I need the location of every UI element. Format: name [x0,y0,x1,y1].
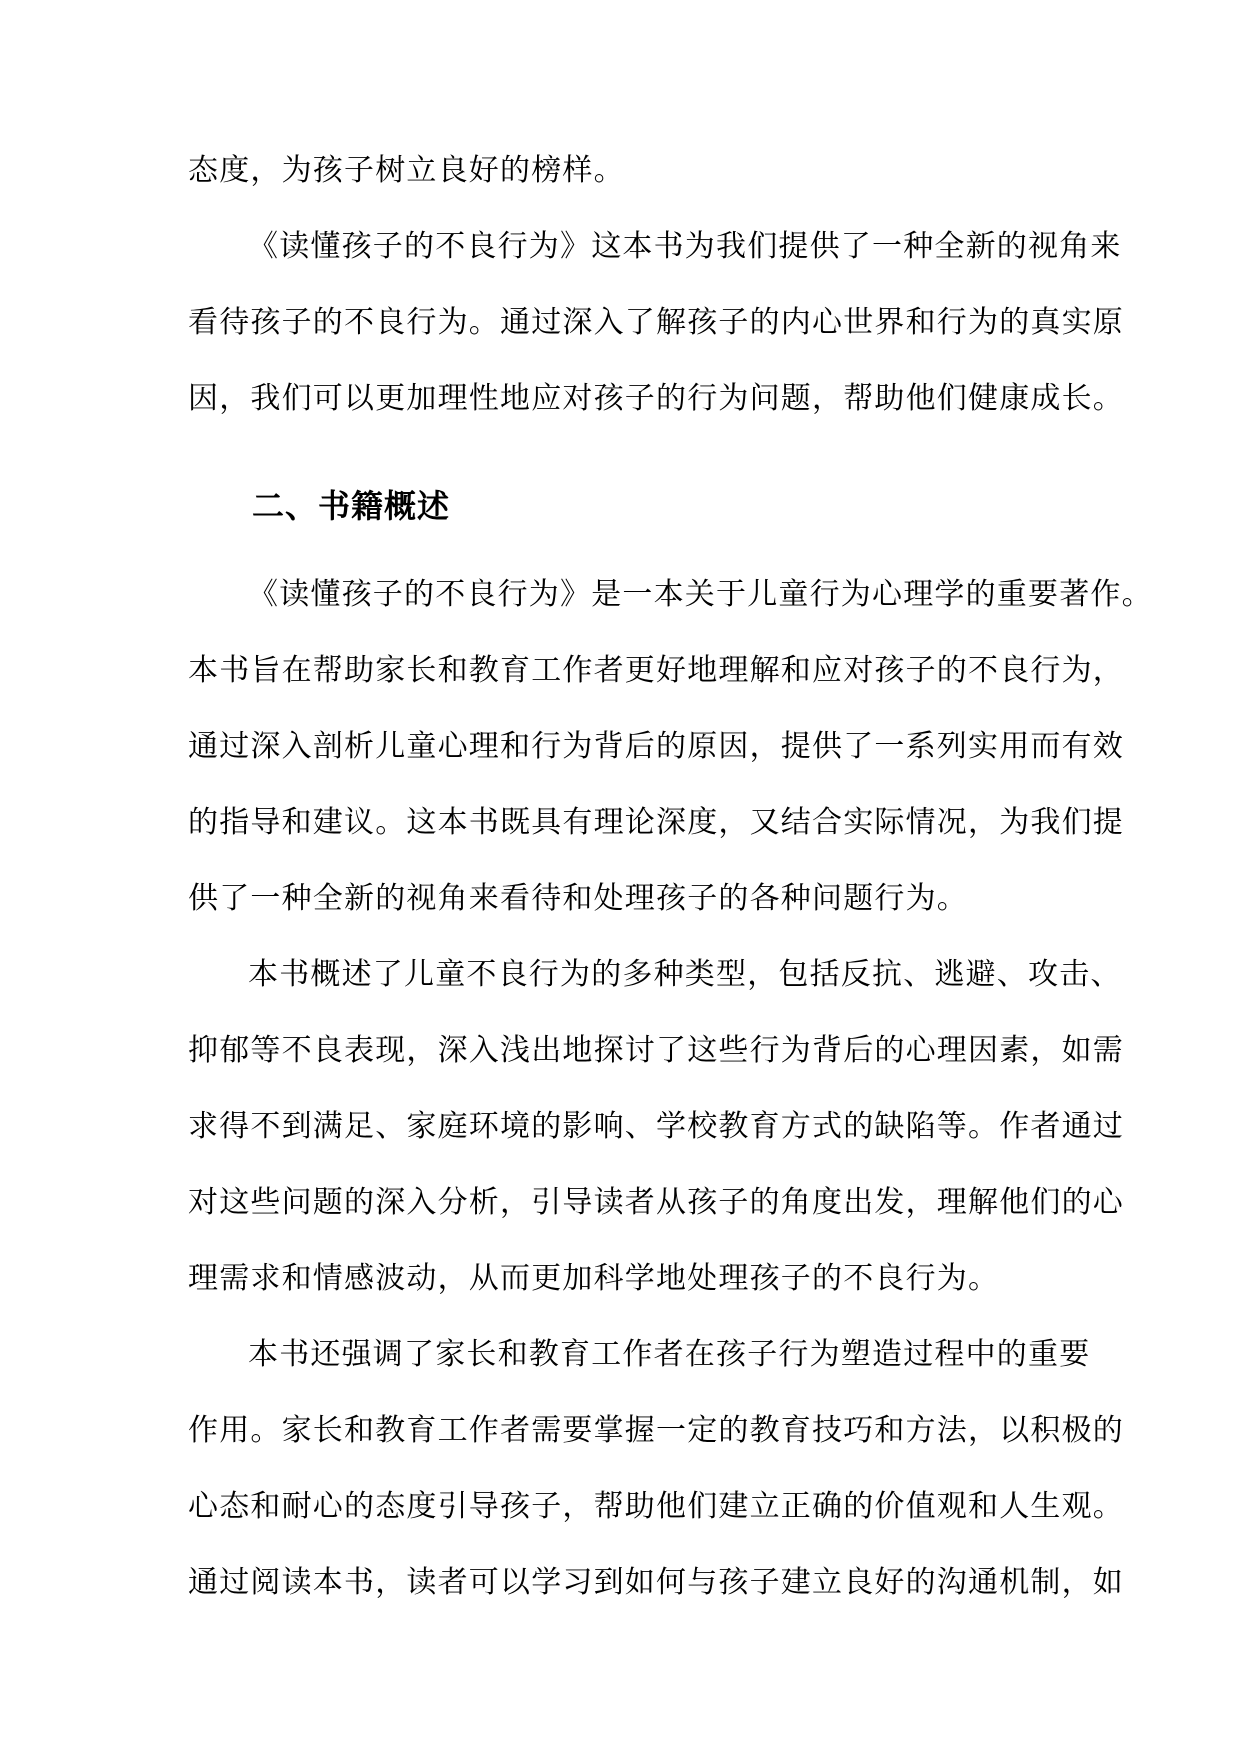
paragraph-summary-line-2: 看待孩子的不良行为。通过深入了解孩子的内心世界和行为的真实原 [188,305,1124,340]
paragraph-types-line-5: 理需求和情感波动，从而更加科学地处理孩子的不良行为。 [188,1261,1000,1296]
paragraph-types-line-1: 本书概述了儿童不良行为的多种类型，包括反抗、逃避、攻击、 [248,957,1122,992]
paragraph-overview-line-2: 本书旨在帮助家长和教育工作者更好地理解和应对孩子的不良行为， [188,653,1124,688]
paragraph-summary-line-1: 《读懂孩子的不良行为》这本书为我们提供了一种全新的视角来 [248,229,1122,264]
paragraph-roles-line-1: 本书还强调了家长和教育工作者在孩子行为塑造过程中的重要 [248,1337,1091,1372]
paragraph-overview-line-3: 通过深入剖析儿童心理和行为背后的原因，提供了一系列实用而有效 [188,729,1124,764]
paragraph-types-line-4: 对这些问题的深入分析，引导读者从孩子的角度出发，理解他们的心 [188,1185,1124,1220]
paragraph-types-line-3: 求得不到满足、家庭环境的影响、学校教育方式的缺陷等。作者通过 [188,1109,1124,1144]
paragraph-overview-line-1: 《读懂孩子的不良行为》是一本关于儿童行为心理学的重要著作。 [248,577,1153,612]
section-heading: 二、书籍概述 [252,487,451,525]
paragraph-roles-line-2: 作用。家长和教育工作者需要掌握一定的教育技巧和方法，以积极的 [188,1413,1124,1448]
paragraph-overview-line-5: 供了一种全新的视角来看待和处理孩子的各种问题行为。 [188,881,968,916]
paragraph-roles-line-3: 心态和耐心的态度引导孩子，帮助他们建立正确的价值观和人生观。 [188,1489,1124,1524]
paragraph-roles-line-4: 通过阅读本书，读者可以学习到如何与孩子建立良好的沟通机制，如 [188,1565,1124,1600]
paragraph-intro-end-line-1: 态度，为孩子树立良好的榜样。 [188,153,625,188]
paragraph-types-line-2: 抑郁等不良表现，深入浅出地探讨了这些行为背后的心理因素，如需 [188,1033,1124,1068]
paragraph-summary-line-3: 因，我们可以更加理性地应对孩子的行为问题，帮助他们健康成长。 [188,381,1124,416]
paragraph-overview-line-4: 的指导和建议。这本书既具有理论深度，又结合实际情况，为我们提 [188,805,1124,840]
